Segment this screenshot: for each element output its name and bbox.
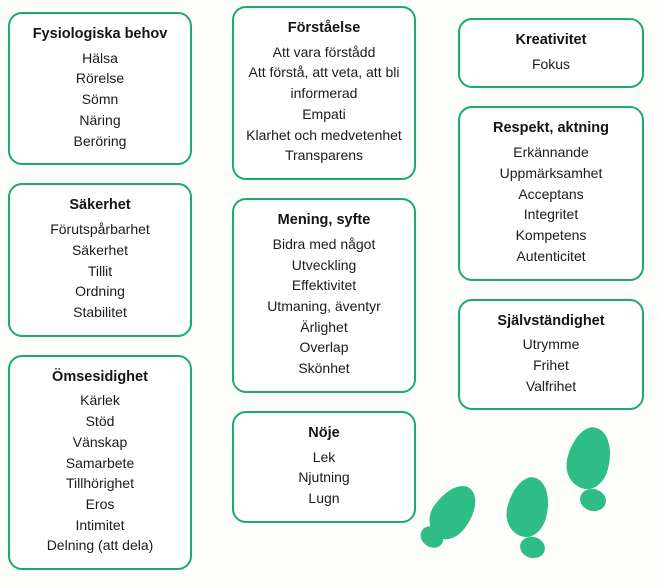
needs-card: [232, 198, 416, 393]
needs-card-item: Njutning: [298, 469, 350, 486]
column-right: [458, 18, 644, 428]
needs-card-item: Fokus: [531, 55, 571, 72]
needs-card-item: Kärlek: [80, 392, 120, 409]
needs-card-item: Beröring: [73, 132, 127, 149]
needs-card-title: Nöje: [308, 424, 340, 441]
footprints-icon: [420, 415, 658, 559]
needs-card-item: Valfrihet: [525, 377, 577, 394]
needs-card: [458, 299, 644, 411]
needs-card-item: Lugn: [308, 490, 340, 507]
needs-card-title: Ömsesidighet: [52, 368, 148, 385]
needs-card-item: Utveckling: [291, 256, 357, 273]
needs-card-item: Overlap: [299, 339, 349, 356]
needs-card-item: Rörelse: [75, 70, 125, 87]
needs-card-title: Säkerhet: [69, 197, 131, 214]
needs-card-item: Att vara förstådd: [272, 43, 376, 60]
needs-card: [8, 183, 192, 336]
column-middle: [232, 6, 416, 541]
needs-card-item: Frihet: [533, 357, 569, 373]
needs-card-item: Kompetens: [515, 227, 587, 244]
needs-card-item: Delning (att dela): [46, 537, 154, 554]
needs-card-item: Transparens: [284, 147, 364, 164]
needs-card-item: Skönhet: [298, 360, 350, 377]
needs-card-item: Eros: [85, 496, 115, 513]
needs-card-item: Effektivitet: [291, 277, 357, 294]
needs-card-item: Autenticitet: [516, 247, 586, 264]
needs-card-title: Fysiologiska behov: [32, 26, 168, 42]
needs-card-title: Förståelse: [287, 20, 361, 36]
needs-card-item: Näring: [79, 111, 121, 128]
needs-card-item: Tillhörighet: [66, 475, 134, 492]
needs-card-item: Säkerhet: [71, 241, 129, 258]
needs-card-item: Hälsa: [82, 49, 118, 66]
needs-card-title: Självständighet: [497, 312, 605, 329]
needs-card: [8, 12, 192, 165]
needs-card-item: Integritet: [523, 206, 579, 223]
needs-card-title: Mening, syfte: [277, 212, 371, 229]
needs-card-item: Utmaning, äventyr: [267, 297, 381, 314]
needs-card: [232, 411, 416, 523]
needs-card-item: Förutspårbarhet: [50, 221, 150, 238]
needs-card-item: Intimitet: [75, 516, 125, 533]
needs-card-item: Ärlighet: [300, 318, 348, 335]
needs-card-item: Acceptans: [518, 185, 584, 202]
needs-card-title: Respekt, aktning: [492, 120, 610, 137]
needs-card-item: Stöd: [85, 413, 115, 430]
needs-card-item: Bidra med något: [272, 235, 376, 252]
needs-card-item: Sömn: [81, 91, 119, 108]
needs-card: [458, 18, 644, 88]
needs-card-item: Att förstå, att veta, att bli informerad: [248, 64, 400, 102]
needs-card-title: Kreativitet: [515, 32, 587, 48]
needs-card: [8, 355, 192, 571]
needs-card-item: Tillit: [87, 262, 113, 279]
column-left: [8, 12, 192, 588]
needs-card-item: Samarbete: [65, 454, 135, 471]
needs-card-item: Vänskap: [72, 433, 128, 450]
needs-card: [458, 106, 644, 280]
needs-card-item: Ordning: [75, 283, 125, 300]
needs-card-item: Klarhet och medvetenhet: [246, 126, 402, 143]
needs-card-item: Erkännande: [513, 144, 589, 161]
needs-card-item: Stabilitet: [73, 303, 127, 320]
needs-card: [232, 6, 416, 180]
needs-card-item: Utrymme: [522, 336, 580, 353]
needs-card-item: Empati: [302, 105, 346, 122]
needs-card-item: Uppmärksamhet: [499, 164, 603, 181]
needs-card-item: Lek: [312, 448, 336, 465]
